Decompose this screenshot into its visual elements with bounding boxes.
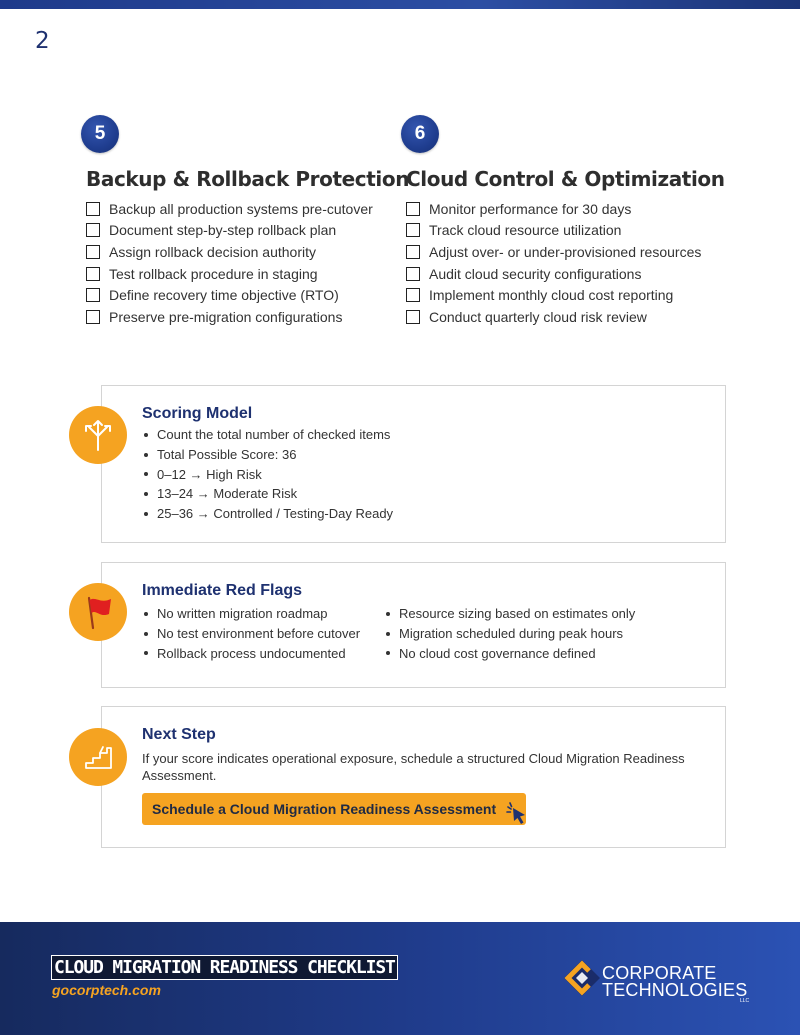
bullet-dot — [144, 612, 148, 616]
top-accent-bar — [0, 0, 800, 9]
checklist-item-label: Document step-by-step rollback plan — [109, 222, 337, 239]
checklist-item[interactable] — [406, 306, 701, 328]
schedule-assessment-button[interactable] — [142, 793, 526, 825]
footer — [0, 922, 800, 1035]
logo-suffix: LLC — [740, 998, 750, 1004]
list-item — [144, 425, 393, 445]
checklist-item[interactable] — [86, 220, 373, 242]
bullet-dot — [144, 472, 148, 476]
checklist-item[interactable] — [406, 241, 701, 263]
button-label: Schedule a Cloud Migration Readiness Assessment — [152, 801, 497, 817]
list-item — [386, 643, 635, 663]
document-title: CLOUD MIGRATION READINESS CHECKLIST — [51, 955, 398, 980]
next-step-card — [101, 706, 726, 848]
checklist-item-label: Conduct quarterly cloud risk review — [429, 308, 647, 325]
list-item — [144, 504, 393, 524]
list-item — [144, 445, 393, 465]
checklist-item-label: Adjust over- or under-provisioned resources — [429, 243, 702, 260]
checklist — [86, 198, 373, 328]
list-item-text: No test environment before cutover — [157, 626, 361, 642]
red-flags-list-right — [386, 604, 635, 663]
split-arrows-icon — [69, 406, 127, 464]
checklist-item-label: Backup all production systems pre-cutover — [109, 200, 373, 217]
checklist-item-label: Implement monthly cloud cost reporting — [429, 287, 674, 304]
checkbox[interactable] — [406, 202, 420, 216]
checkbox[interactable] — [406, 288, 420, 302]
checklist-item[interactable] — [406, 263, 701, 285]
next-step-description: If your score indicates operational exposure, schedule a structured Cloud Migration Readiness Assessment. — [142, 751, 685, 783]
bullet-dot — [144, 492, 148, 496]
bullet-dot — [386, 651, 390, 655]
list-item-text: Total Possible Score: 36 — [157, 447, 297, 463]
section-number-badge: 5 — [81, 115, 119, 153]
checklist-item-label: Test rollback procedure in staging — [109, 265, 318, 282]
checkbox[interactable] — [406, 245, 420, 259]
card-title: Scoring Model — [142, 405, 253, 422]
list-item — [144, 604, 360, 624]
list-item — [386, 624, 635, 644]
bullet-dot — [386, 632, 390, 636]
scoring-list — [144, 425, 393, 523]
list-item — [386, 604, 635, 624]
bullet-dot — [144, 433, 148, 437]
checklist-item[interactable] — [406, 220, 701, 242]
section-title: Cloud Control & Optimization — [406, 167, 725, 191]
card-title: Next Step — [142, 726, 216, 743]
bullet-dot — [386, 612, 390, 616]
cursor-click-icon — [504, 801, 532, 832]
section-title: Backup & Rollback Protection — [86, 167, 410, 191]
company-logo — [562, 958, 762, 1008]
checkbox[interactable] — [86, 245, 100, 259]
checklist-item-label: Monitor performance for 30 days — [429, 200, 632, 217]
checkbox[interactable] — [86, 223, 100, 237]
checkbox[interactable] — [86, 267, 100, 281]
checklist-item[interactable] — [86, 284, 373, 306]
bullet-dot — [144, 632, 148, 636]
checklist-item-label: Define recovery time objective (RTO) — [109, 287, 339, 304]
list-item-text: Count the total number of checked items — [157, 427, 391, 443]
logo-text-line2: TECHNOLOGIES — [602, 980, 748, 1000]
website-link[interactable]: gocorptech.com — [52, 982, 161, 998]
bullet-dot — [144, 512, 148, 516]
list-item-text: No cloud cost governance defined — [399, 645, 596, 661]
checklist-item-label: Track cloud resource utilization — [429, 222, 622, 239]
section-number-badge: 6 — [401, 115, 439, 153]
checkbox[interactable] — [86, 288, 100, 302]
list-item — [144, 464, 393, 484]
bullet-dot — [144, 651, 148, 655]
checkbox[interactable] — [406, 223, 420, 237]
red-flags-list-left — [144, 604, 360, 663]
checklist-item[interactable] — [86, 198, 373, 220]
logo-mark-icon — [562, 958, 604, 1004]
list-item-text: 25–36 → Controlled / Testing-Day Ready — [157, 506, 394, 522]
checklist-item[interactable] — [86, 306, 373, 328]
list-item-text: Migration scheduled during peak hours — [399, 626, 624, 642]
list-item — [144, 624, 360, 644]
bullet-dot — [144, 453, 148, 457]
checklist-item-label: Audit cloud security configurations — [429, 265, 642, 282]
page-number: 2 — [35, 28, 50, 54]
list-item-text: Rollback process undocumented — [157, 645, 346, 661]
checkbox[interactable] — [86, 310, 100, 324]
checklist-item[interactable] — [406, 284, 701, 306]
checkbox[interactable] — [86, 202, 100, 216]
list-item-text: 13–24 → Moderate Risk — [157, 486, 298, 502]
checklist — [406, 198, 701, 328]
checkbox[interactable] — [406, 310, 420, 324]
list-item — [144, 643, 360, 663]
checklist-item-label: Assign rollback decision authority — [109, 243, 316, 260]
red-flag-icon — [69, 583, 127, 641]
list-item — [144, 484, 393, 504]
checklist-item[interactable] — [406, 198, 701, 220]
checklist-item[interactable] — [86, 241, 373, 263]
red-flags-card — [101, 562, 726, 688]
card-title: Immediate Red Flags — [142, 582, 303, 599]
list-item-text: Resource sizing based on estimates only — [399, 606, 636, 622]
list-item-text: 0–12 → High Risk — [157, 466, 262, 482]
stairs-icon — [69, 728, 127, 786]
checklist-item[interactable] — [86, 263, 373, 285]
checkbox[interactable] — [406, 267, 420, 281]
scoring-model-card — [101, 385, 726, 543]
checklist-item-label: Preserve pre-migration configurations — [109, 308, 343, 325]
list-item-text: No written migration roadmap — [157, 606, 328, 622]
logo-text-line1: CORPORATE — [602, 963, 717, 983]
